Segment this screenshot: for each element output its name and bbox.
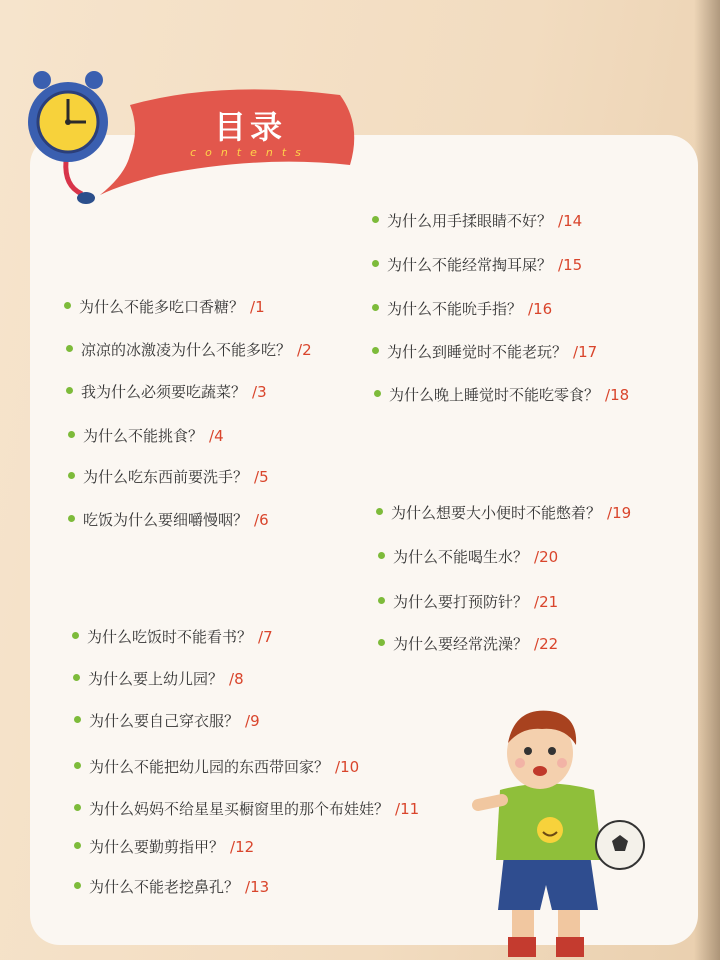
bullet-icon [378,639,385,646]
bullet-icon [372,304,379,311]
bullet-icon [372,216,379,223]
toc-item[interactable]: 为什么不能吮手指？ /16 [372,298,552,319]
bullet-icon [374,390,381,397]
toc-item[interactable]: 为什么要经常洗澡？ /22 [378,633,558,654]
bullet-icon [64,302,71,309]
bullet-icon [378,552,385,559]
toc-item[interactable]: 凉凉的冰激凌为什么不能多吃？ /2 [66,339,312,360]
toc-item[interactable]: 为什么不能把幼儿园的东西带回家？ /10 [74,756,359,777]
toc-item[interactable]: 为什么要打预防针？ /21 [378,591,558,612]
toc-item[interactable]: 为什么要勤剪指甲？ /12 [74,836,254,857]
bullet-icon [74,842,81,849]
toc-item[interactable]: 为什么到睡觉时不能老玩？ /17 [372,341,597,362]
bullet-icon [74,716,81,723]
bullet-icon [73,674,80,681]
bullet-icon [376,508,383,515]
bullet-icon [68,431,75,438]
toc-item[interactable]: 为什么不能挑食？ /4 [68,425,224,446]
page-title: 目录 [213,108,286,146]
bullet-icon [74,804,81,811]
bullet-icon [66,345,73,352]
toc-item[interactable]: 为什么吃饭时不能看书？ /7 [72,626,273,647]
bullet-icon [66,387,73,394]
toc-item[interactable]: 为什么晚上睡觉时不能吃零食？ /18 [374,384,629,405]
toc-item[interactable]: 吃饭为什么要细嚼慢咽？ /6 [68,509,269,530]
bullet-icon [372,347,379,354]
toc-item[interactable]: 为什么要上幼儿园？ /8 [73,668,244,689]
toc-item[interactable]: 为什么不能经常掏耳屎？ /15 [372,254,582,275]
toc-item[interactable]: 为什么不能多吃口香糖？ /1 [64,296,265,317]
toc-item[interactable]: 为什么妈妈不给星星买橱窗里的那个布娃娃？ /11 [74,798,419,819]
toc-item[interactable]: 为什么吃东西前要洗手？ /5 [68,466,269,487]
bullet-icon [74,882,81,889]
toc-item[interactable]: 为什么不能老挖鼻孔？ /13 [74,876,269,897]
bullet-icon [72,632,79,639]
bullet-icon [68,515,75,522]
bullet-icon [74,762,81,769]
toc-item[interactable]: 为什么用手揉眼睛不好？ /14 [372,210,582,231]
bullet-icon [378,597,385,604]
toc-item[interactable]: 为什么要自己穿衣服？ /9 [74,710,260,731]
bullet-icon [372,260,379,267]
toc-item[interactable]: 我为什么必须要吃蔬菜？ /3 [66,381,267,402]
bullet-icon [68,472,75,479]
toc-item[interactable]: 为什么不能喝生水？ /20 [378,546,558,567]
toc-item[interactable]: 为什么想要大小便时不能憋着？ /19 [376,502,631,523]
page-subtitle: contents [190,146,310,159]
boy-with-ball-illustration [470,705,645,960]
